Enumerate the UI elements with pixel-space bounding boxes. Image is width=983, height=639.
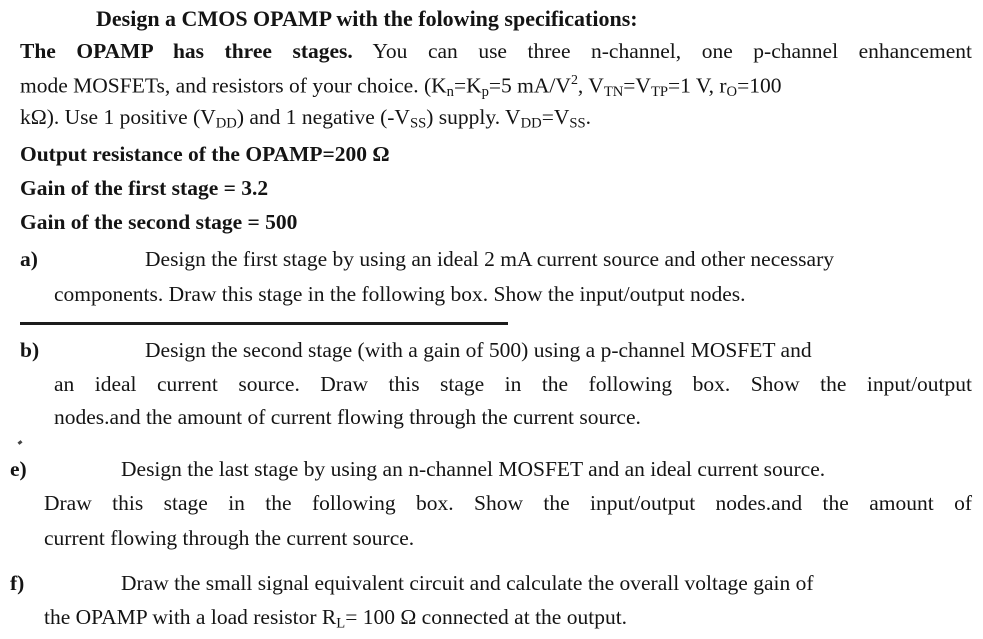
vtn-symbol: , V xyxy=(577,73,604,98)
vtp-symbol: =V xyxy=(623,73,651,98)
intro-line-2 xyxy=(20,74,782,100)
supply-text-b: ) and 1 negative (-V xyxy=(236,105,410,129)
part-f-line-2 xyxy=(44,607,627,631)
vss2-subscript: SS xyxy=(569,115,586,132)
vdd-subscript: DD xyxy=(215,115,237,132)
intro-line-2-text: mode MOSFETs, and resistors of your choice. (K xyxy=(20,73,447,98)
spec-gain-second-stage: Gain of the second stage = 500 xyxy=(20,210,298,234)
part-f-line-2-rest: = 100 Ω connected at the output. xyxy=(345,605,628,629)
intro-line-1 xyxy=(20,41,972,63)
intro-line-3 xyxy=(20,107,591,131)
page-title: Design a CMOS OPAMP with the folowing specifications: xyxy=(96,6,638,31)
part-e-line-3: current flowing through the current source. xyxy=(44,526,415,550)
ro-subscript: O xyxy=(726,84,738,101)
vdd2-subscript: DD xyxy=(520,115,542,132)
supply-text-d: =V xyxy=(541,105,570,129)
spec-output-resistance: Output resistance of the OPAMP=200 Ω xyxy=(20,142,390,166)
supply-text-c: ) supply. V xyxy=(426,105,521,129)
ro-value: =100 xyxy=(737,73,782,98)
rl-subscript: L xyxy=(336,615,346,632)
part-e-line-1: Design the last stage by using an n-channel MOSFET and an ideal current source. xyxy=(121,457,826,481)
part-f-line-1: Draw the small signal equivalent circuit and calculate the overall voltage gain of xyxy=(121,571,814,595)
kn-subscript: n xyxy=(446,84,454,101)
part-b-line-2: an ideal current source. Draw this stage in the following box. Show the input/output xyxy=(54,372,972,396)
k-value: =5 mA/V xyxy=(488,73,571,98)
part-a-line-1: Design the first stage by using an ideal 2 mA current source and other necessary xyxy=(145,247,834,271)
part-b-label: b) xyxy=(20,338,40,362)
separator-rule xyxy=(20,322,508,325)
part-f-line-2-text: the OPAMP with a load resistor R xyxy=(44,605,337,629)
vtn-subscript: TN xyxy=(603,84,624,101)
intro-line-1-rest: You can use three n-channel, one p-channel enhancement xyxy=(352,39,972,63)
spec-gain-first-stage: Gain of the first stage = 3.2 xyxy=(20,176,269,200)
kp-subscript: p xyxy=(481,84,489,101)
supply-text-a: kΩ). Use 1 positive (V xyxy=(20,105,216,129)
vss-subscript: SS xyxy=(409,115,427,132)
stray-mark xyxy=(18,440,23,445)
supply-text-e: . xyxy=(585,105,591,129)
vt-value: =1 V, r xyxy=(668,73,727,98)
kp-symbol: =K xyxy=(453,73,482,98)
part-b-line-3: nodes.and the amount of current flowing through the current source. xyxy=(54,405,641,429)
part-b-line-1: Design the second stage (with a gain of 500) using a p-channel MOSFET and xyxy=(145,338,812,362)
vtp-subscript: TP xyxy=(650,84,669,101)
intro-bold-lead: The OPAMP has three stages. xyxy=(20,39,353,63)
part-e-label: e) xyxy=(10,457,27,481)
part-f-label: f) xyxy=(10,571,25,595)
part-e-line-2: Draw this stage in the following box. Show the input/output nodes.and the amount of xyxy=(44,491,972,515)
part-a-line-2: components. Draw this stage in the following box. Show the input/output nodes. xyxy=(54,282,746,306)
k-exponent: 2 xyxy=(570,73,578,88)
part-a-label: a) xyxy=(20,247,38,271)
